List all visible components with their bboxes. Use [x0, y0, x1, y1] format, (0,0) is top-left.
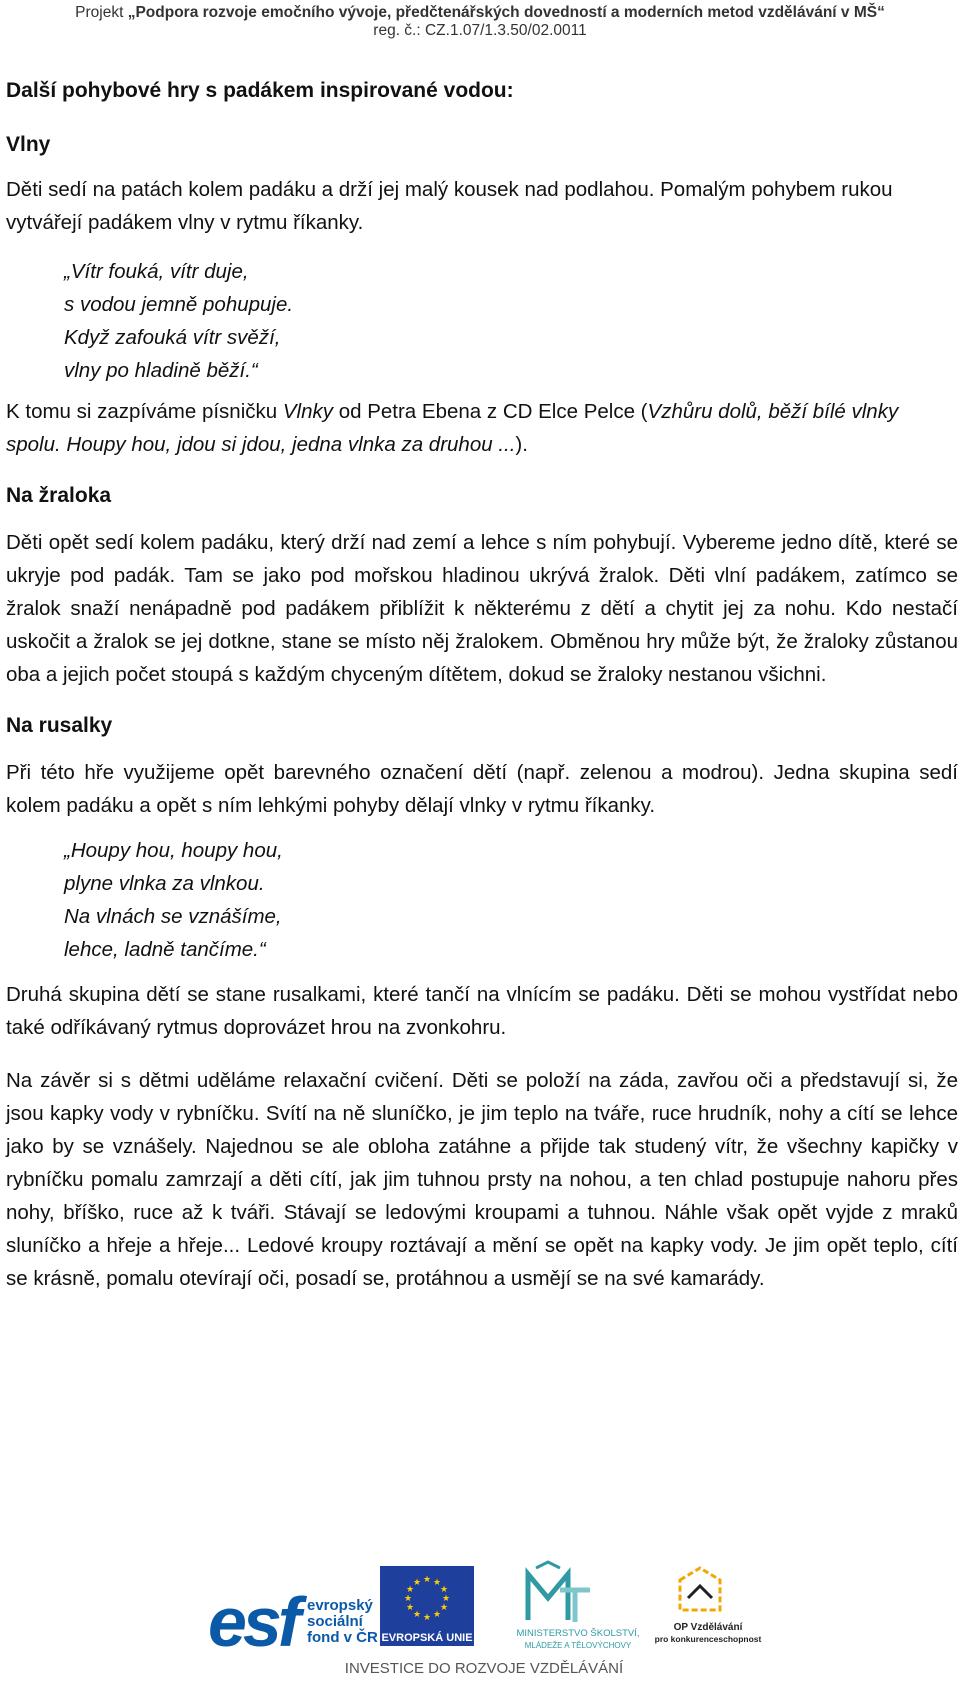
esf-logo [208, 1583, 378, 1661]
rusalky-poem [64, 834, 958, 966]
svg-text:★: ★ [422, 1575, 432, 1585]
relaxation-text: Na závěr si s dětmi uděláme relaxační cvičení. Děti se položí na záda, zavřou oči a představují si, že jsou kapky vody v rybníčku. Svítí na ně sluníčko, je jim teplo na tváře, ruce hrudník, nohy a cítí se lehce jako by se vznášely. Najednou se ale obloha zatáhne a přijde tak studený vítr, že všechny kapičky v rybníčku pomalu zamrzají a děti cítí, jak jim tuhnou prsty na nohou, a ten chlad postupuje nahoru přes nohy, bříško, ruce až k tváři. Stávají se ledovými kroupami a tuhnou. Náhle však opět vyjde z mraků sluníčko a hřeje a hřeje... Ledové kroupy roztávají a mění se opět na kapky vody. Je jim opět teplo, cítí se krásně, pomalu otevírají oči, posadí se, protáhnou a usmějí se na své kamarády. [6, 1069, 958, 1290]
vlny-poem [64, 255, 958, 387]
op-text-line1: OP Vzdělávání [673, 1622, 743, 1633]
eu-flag-logo [380, 1566, 474, 1646]
esf-logo-mark: esf [208, 1583, 298, 1661]
svg-text:★: ★ [403, 1594, 413, 1604]
section-title-rusalky: Na rusalky [6, 714, 113, 737]
section-title-zralok: Na žraloka [6, 484, 112, 507]
svg-text:★: ★ [422, 1613, 432, 1623]
op-text-line2: pro konkurenceschopnost [654, 1634, 762, 1644]
svg-text:★: ★ [412, 1578, 422, 1588]
svg-text:★: ★ [439, 1603, 449, 1613]
footer-slogan: INVESTICE DO ROZVOJE VZDĚLÁVÁNÍ [344, 1660, 624, 1677]
msmt-hat-icon [536, 1562, 560, 1568]
main-heading: Další pohybové hry s padákem inspirované vodou: [6, 79, 514, 102]
msmt-logo [517, 1562, 640, 1650]
poem-line: s vodou jemně pohupuje. [64, 293, 294, 316]
poem-line: vlny po hladině běží.“ [64, 359, 258, 382]
svg-text:★: ★ [405, 1585, 415, 1595]
msmt-text-line2: MLÁDEŽE A TĚLOVÝCHOVY [524, 1641, 632, 1650]
zralok-text: Děti opět sedí kolem padáku, který drží nad zemí a lehce s ním pohybují. Vybereme jedno dítě, které se ukryje pod padák. Tam se jako pod mořskou hladinou ukrývá žralok. Děti vlní padákem, zatímco se žralok snaží nenápadně pod padákem přiblížit k některému z dětí a chytit jej za nohu. Kdo nestačí uskočit a žralok se jej dotkne, stane se místo něj žralokem. Obměnou hry může být, že žraloky zůstanou oba a jejich počet stoupá s každým chyceným dítětem, dokud se žraloky nestanou všichni. [6, 531, 958, 686]
esf-text-line3: fond v ČR [307, 1629, 378, 1646]
op-emblem-icon [680, 1568, 720, 1610]
poem-line: Na vlnách se vznášíme, [64, 905, 282, 928]
poem-line: „Vítr fouká, vítr duje, [64, 260, 249, 283]
esf-text-line2: sociální [307, 1613, 363, 1630]
msmt-t-icon [560, 1590, 590, 1622]
op-logo [655, 1568, 762, 1644]
vlny-text: Děti sedí na patách kolem padáku a drží jej malý kousek nad podlahou. Pomalým pohybem rukou vytvářejí padákem vlny v rytmu říkanky. [6, 178, 893, 234]
poem-line: „Houpy hou, houpy hou, [64, 839, 283, 862]
project-title: Projekt „Podpora rozvoje emočního vývoje, předčtenářských dovedností a moderních metod vzdělávání v MŠ“ [75, 4, 885, 21]
esf-text-line1: evropský [307, 1597, 373, 1614]
msmt-text-line1: MINISTERSTVO ŠKOLSTVÍ, [516, 1628, 640, 1639]
svg-text:★: ★ [405, 1603, 415, 1613]
svg-text:★: ★ [439, 1585, 449, 1595]
poem-line: lehce, ladně tančíme.“ [64, 938, 266, 961]
page-header [0, 4, 960, 40]
rusalky-text: Při této hře využijeme opět barevného označení dětí (např. zelenou a modrou). Jedna skupina sedí kolem padáku a opět s ním lehkými pohyby dělají vlnky v rytmu říkanky. [6, 761, 958, 817]
svg-text:★: ★ [441, 1594, 451, 1604]
section-title-vlny: Vlny [6, 133, 51, 156]
poem-line: plyne vlnka za vlnkou. [64, 872, 265, 895]
document-body [6, 74, 958, 1295]
registration-number: reg. č.: CZ.1.07/1.3.50/02.0011 [373, 22, 587, 39]
svg-text:★: ★ [412, 1610, 422, 1620]
footer-logos [0, 1560, 960, 1682]
vlny-song: K tomu si zazpíváme písničku Vlnky od Petra Ebena z CD Elce Pelce (Vzhůru dolů, běží bílé vlnky spolu. Houpy hou, jdou si jdou, jedna vlnka za druhou ...). [6, 400, 899, 456]
msmt-m-icon [528, 1574, 568, 1620]
eu-label: EVROPSKÁ UNIE [381, 1632, 473, 1644]
poem-line: Když zafouká vítr svěží, [64, 326, 281, 349]
op-arrow-icon [688, 1586, 712, 1598]
rusalky-text-2: Druhá skupina dětí se stane rusalkami, které tančí na vlnícím se padáku. Děti se mohou vystřídat nebo také odříkávaný rytmus doprovázet hrou na zvonkohru. [6, 983, 958, 1039]
svg-text:★: ★ [432, 1578, 442, 1588]
svg-text:★: ★ [432, 1610, 442, 1620]
footer-logo-strip [0, 1560, 960, 1682]
